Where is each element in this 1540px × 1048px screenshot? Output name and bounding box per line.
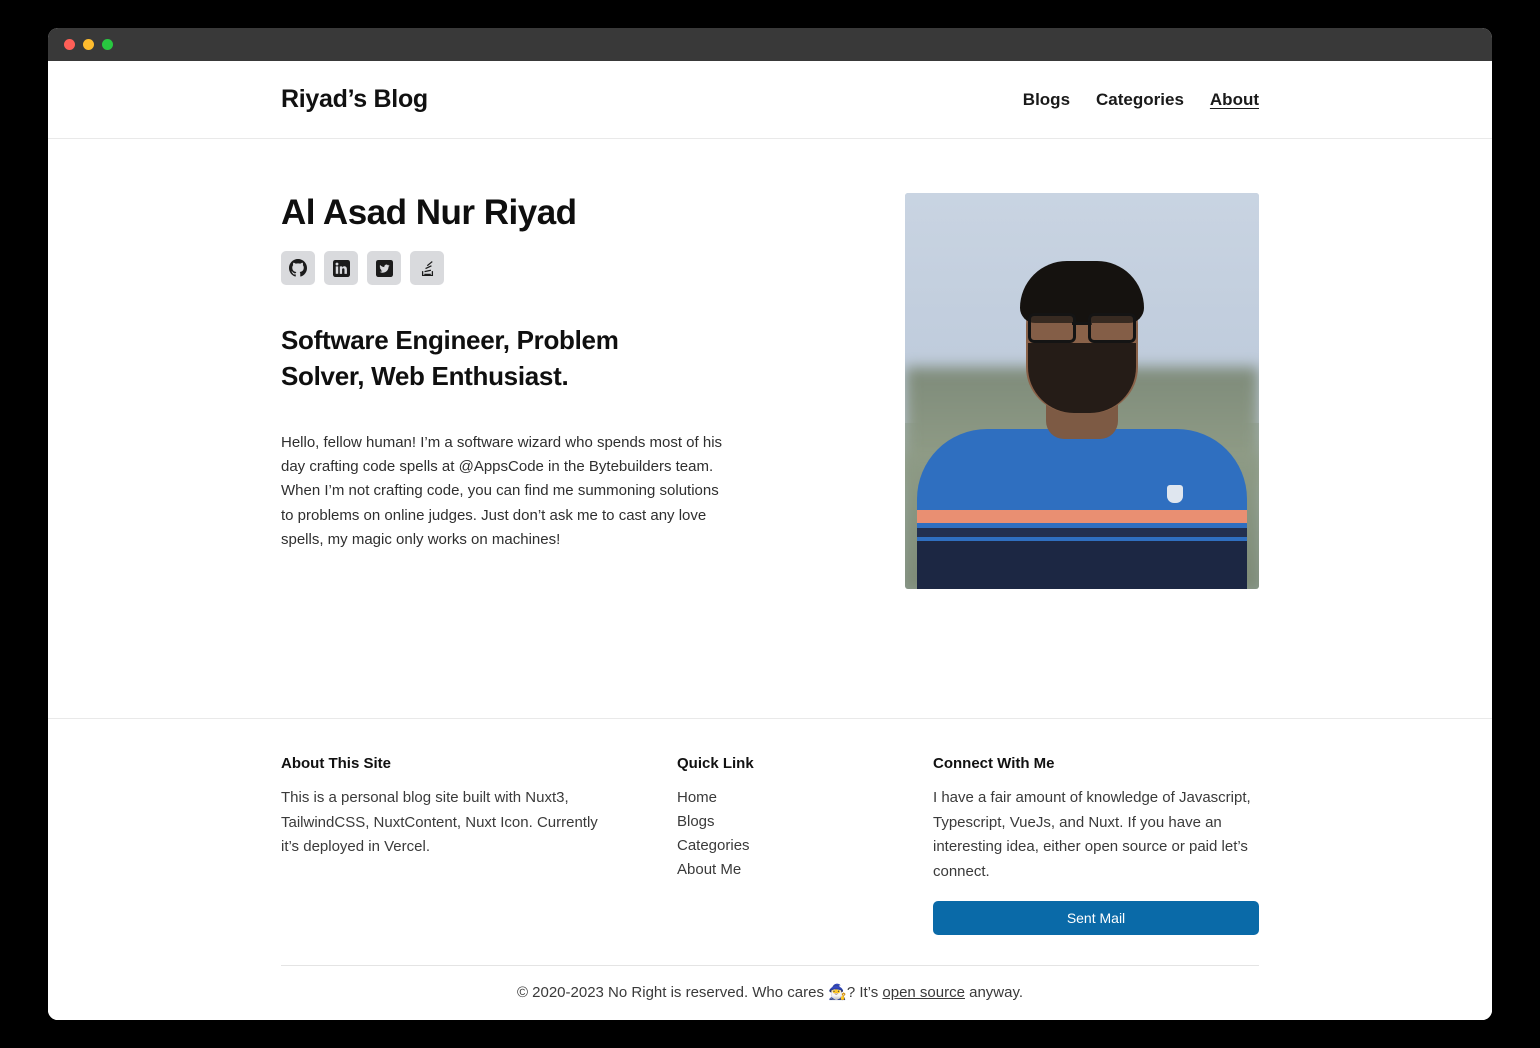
hero-text-column	[281, 193, 751, 589]
footer-columns	[281, 755, 1259, 935]
nav-item-categories[interactable]: Categories	[1096, 89, 1184, 109]
footer-link-home[interactable]: Home	[677, 789, 718, 807]
copyright-prefix: © 2020-2023 No Right is reserved. Who cares 🧙‍♂️? It’s	[516, 984, 883, 1001]
minimize-window-button[interactable]	[83, 39, 94, 50]
hero-bio: Hello, fellow human! I’m a software wizard who spends most of his day crafting code spells at @AppsCode in the Bytebuilders team. When I’m not crafting code, you can find me summoning solutions to problems on online judges. Just don’t ask me to cast any love spells, my magic only works on machines!	[281, 433, 723, 548]
copyright-suffix: anyway.	[964, 984, 1024, 1001]
stackoverflow-icon	[419, 260, 436, 277]
profile-photo	[905, 193, 1259, 589]
main-navigation	[1023, 90, 1259, 110]
twitter-link[interactable]	[367, 251, 401, 285]
footer-about-text: This is a personal blog site built with Nuxt3, TailwindCSS, NuxtContent, Nuxt Icon. Currently it’s deployed in Vercel.	[281, 789, 598, 856]
nav-item-about[interactable]: About	[1209, 89, 1259, 109]
linkedin-icon	[333, 260, 350, 277]
github-icon	[289, 259, 307, 277]
social-links	[281, 251, 751, 285]
footer-quicklink-list	[677, 786, 867, 882]
main-content	[48, 139, 1492, 718]
site-header	[48, 61, 1492, 139]
twitter-icon	[376, 260, 393, 277]
zoom-window-button[interactable]	[102, 39, 113, 50]
linkedin-link[interactable]	[324, 251, 358, 285]
site-brand[interactable]: Riyad’s Blog	[281, 85, 428, 113]
hero-section	[281, 139, 1259, 589]
footer-quicklink-column	[677, 755, 867, 935]
send-mail-button[interactable]: Sent Mail	[933, 901, 1259, 935]
hero-photo-column	[905, 193, 1259, 589]
footer-about-column	[281, 755, 611, 935]
close-window-button[interactable]	[64, 39, 75, 50]
copyright-text	[517, 984, 1023, 1001]
github-link[interactable]	[281, 251, 315, 285]
nav-item-blogs[interactable]: Blogs	[1022, 89, 1071, 109]
header-inner	[281, 85, 1259, 114]
footer-link-about-me[interactable]: About Me	[677, 861, 742, 879]
site-footer	[48, 718, 1492, 1020]
page-title: Al Asad Nur Riyad	[281, 193, 577, 232]
open-source-link[interactable]: open source	[882, 984, 965, 1001]
footer-connect-column	[933, 755, 1259, 935]
footer-copyright-row	[281, 965, 1259, 1002]
window-titlebar	[48, 28, 1492, 61]
footer-quicklink-heading: Quick Link	[677, 755, 754, 773]
footer-link-blogs[interactable]: Blogs	[677, 813, 715, 831]
page-body	[48, 61, 1492, 1020]
footer-connect-text: I have a fair amount of knowledge of Javascript, Typescript, VueJs, and Nuxt. If you have an interesting idea, either open source or paid let’s connect.	[933, 789, 1251, 880]
footer-about-heading: About This Site	[281, 755, 391, 773]
footer-connect-heading: Connect With Me	[933, 755, 1055, 773]
hero-tagline: Software Engineer, Problem Solver, Web Enthusiast.	[281, 325, 619, 391]
footer-link-categories[interactable]: Categories	[677, 837, 750, 855]
stackoverflow-link[interactable]	[410, 251, 444, 285]
browser-window	[48, 28, 1492, 1020]
